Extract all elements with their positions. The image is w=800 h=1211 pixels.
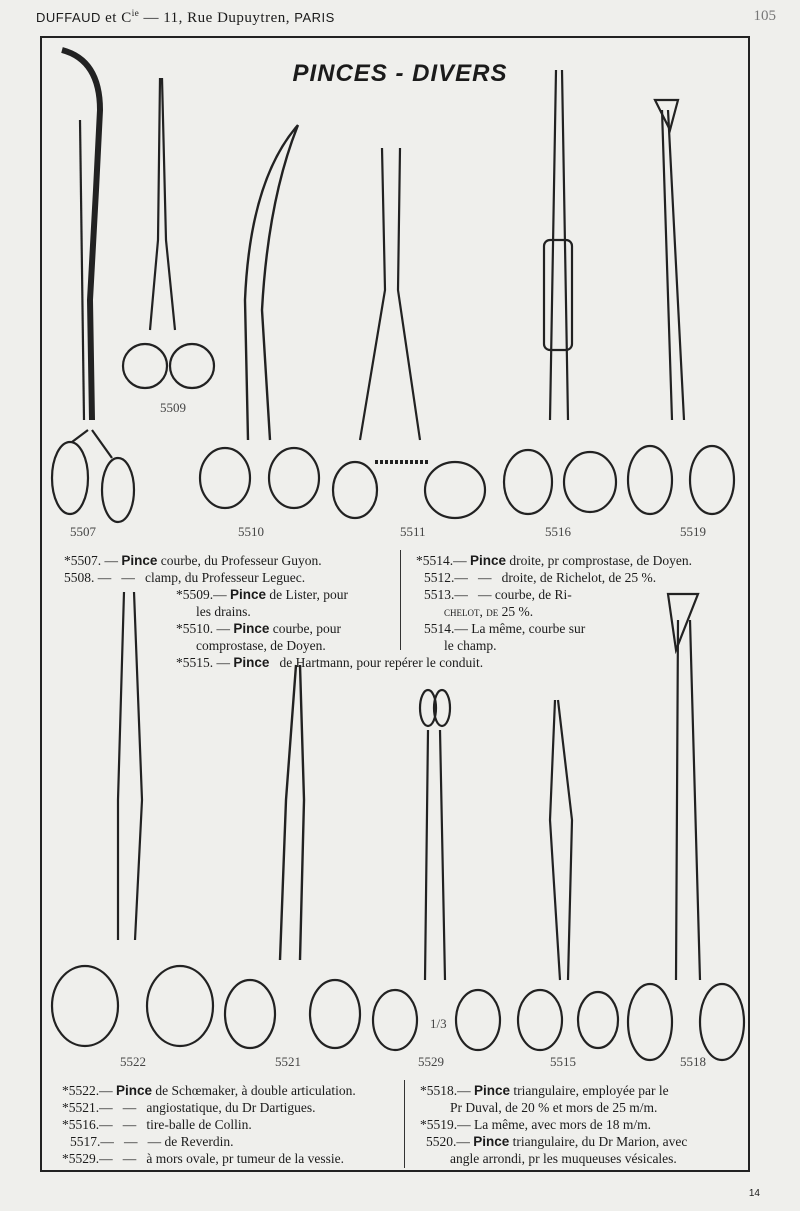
caption-line: *5521.— — angiostatique, du Dr Dartigues. xyxy=(62,1100,316,1115)
item-number: 5519 xyxy=(680,524,706,539)
caption-line: angle arrondi, pr les muqueuses vésicales. xyxy=(450,1151,677,1166)
item-number: 5511 xyxy=(400,524,426,539)
page-title: PINCES - DIVERS xyxy=(292,60,508,87)
caption-line: 5508. — — clamp, du Professeur Leguec. xyxy=(64,570,306,585)
caption-line: *5510. — Pince courbe, pour xyxy=(176,621,342,636)
forceps-5511-illustration xyxy=(333,148,485,518)
caption-line: le champ. xyxy=(444,638,497,653)
caption-line: 5512.— — droite, de Richelot, de 25 %. xyxy=(424,570,657,585)
caption-line: chelot, de 25 %. xyxy=(444,604,534,619)
publisher-name: DUFFAUD xyxy=(36,10,101,25)
publisher-address: — 11, Rue Dupuytren, xyxy=(143,10,290,26)
caption-line: *5529.— — à mors ovale, pr tumeur de la vessie. xyxy=(62,1151,344,1166)
caption-line: *5516.— — tire-balle de Collin. xyxy=(62,1117,252,1132)
item-number: 5515 xyxy=(550,1054,576,1069)
forceps-5521-illustration xyxy=(225,665,360,1048)
caption-line: 5513.— — courbe, de Ri- xyxy=(424,587,572,602)
forceps-5529-illustration xyxy=(373,690,500,1050)
item-number: 5516 xyxy=(545,524,571,539)
footer-number: 14 xyxy=(748,1188,760,1199)
forceps-5516-illustration xyxy=(504,70,616,514)
publisher-suffix: et C xyxy=(105,10,132,26)
forceps-5510-illustration xyxy=(200,125,319,508)
forceps-5518-illustration xyxy=(628,594,744,1060)
column-divider xyxy=(404,1080,405,1168)
page-number: 105 xyxy=(753,8,776,24)
publisher-sup: ie xyxy=(131,8,140,18)
caption-line: *5522.— Pince de Schœmaker, à double articulation. xyxy=(62,1083,356,1098)
scale-fraction: 1/3 xyxy=(430,1016,447,1031)
forceps-5507-illustration xyxy=(52,50,134,522)
caption-line: *5519.— La même, avec mors de 18 m/m. xyxy=(420,1117,651,1132)
caption-line: les drains. xyxy=(196,604,251,619)
forceps-5509-illustration xyxy=(123,78,214,388)
caption-line: comprostase, de Doyen. xyxy=(196,638,326,653)
forceps-5519-illustration xyxy=(628,100,734,514)
item-number: 5529 xyxy=(418,1054,444,1069)
item-number: 5507 xyxy=(70,524,96,539)
column-divider xyxy=(400,550,401,650)
caption-line: 5514.— La même, courbe sur xyxy=(424,621,586,636)
item-number: 5518 xyxy=(680,1054,706,1069)
item-number: 5522 xyxy=(120,1054,146,1069)
item-number: 5521 xyxy=(275,1054,301,1069)
item-number: 5510 xyxy=(238,524,264,539)
caption-line: Pr Duval, de 20 % et mors de 25 m/m. xyxy=(450,1100,658,1115)
caption-line: *5518.— Pince triangulaire, employée par le xyxy=(420,1083,669,1098)
caption-line: *5515. — Pince de Hartmann, pour repérer le conduit. xyxy=(176,655,484,670)
caption-line: *5509.— Pince de Lister, pour xyxy=(176,587,348,602)
caption-line: 5520.— Pince triangulaire, du Dr Marion, avec xyxy=(426,1134,688,1149)
caption-line: *5507. — Pince courbe, du Professeur Guyon. xyxy=(64,553,322,568)
item-number: 5509 xyxy=(160,400,186,415)
caption-line: *5514.— Pince droite, pr comprostase, de Doyen. xyxy=(416,553,692,568)
caption-line: 5517.— — — de Reverdin. xyxy=(70,1134,234,1149)
publisher-city: PARIS xyxy=(294,10,335,25)
forceps-5515-illustration xyxy=(518,700,618,1050)
